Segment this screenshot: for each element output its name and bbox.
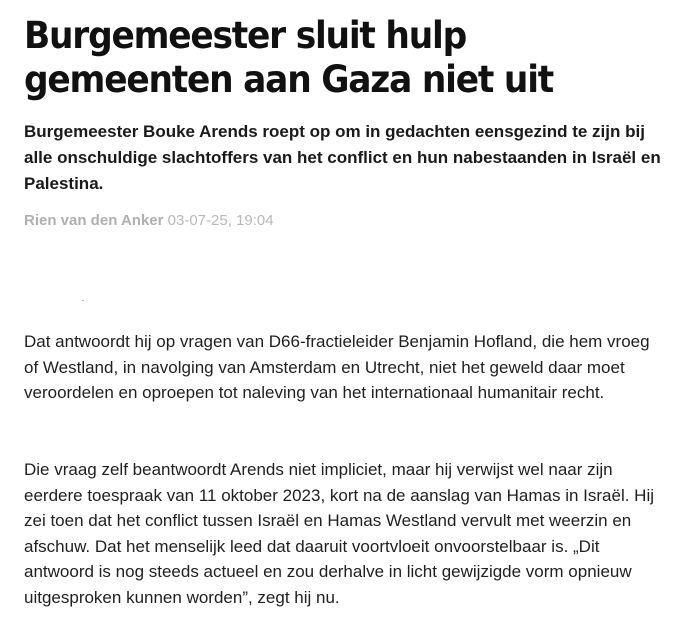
byline-datetime: 03-07-25, 19:04 [167,212,274,229]
byline-author[interactable]: Rien van den Anker [24,212,164,229]
byline [24,211,274,231]
article [24,0,664,607]
article-paragraph: Die vraag zelf beantwoordt Arends niet impliciet, maar hij verwijst wel naar zijn eerdere toespraak van 11 oktober 2023, kort na de aanslag van Hamas in Israël. Hij zei toen dat het conflict tussen Israël en Hamas Westland vervult met weerzin en afschuw. Dat het menselijk leed dat daaruit voortvloeit onvoorstelbaar is. „Dit antwoord is nog steeds actueel en zou derhalve in licht gewijzigde vorm opnieuw uitgesproken kunnen worden”, zegt hij nu. [24,460,654,607]
image-placeholder [82,300,84,301]
article-paragraph: Dat antwoordt hij op vragen van D66-fractieleider Benjamin Hofland, die hem vroeg of Westland, in navolging van Amsterdam en Utrecht, niet het geweld daar moet veroordelen en oproepen tot naleving van het internationaal humanitair recht. [24,332,650,403]
article-headline: Burgemeester sluit hulp gemeenten aan Gaza niet uit [24,14,554,101]
article-lead: Burgemeester Bouke Arends roept op om in gedachten eensgezind te zijn bij alle onschuldige slachtoffers van het conflict en hun nabestaanden in Israël en Palestina. [24,122,661,193]
